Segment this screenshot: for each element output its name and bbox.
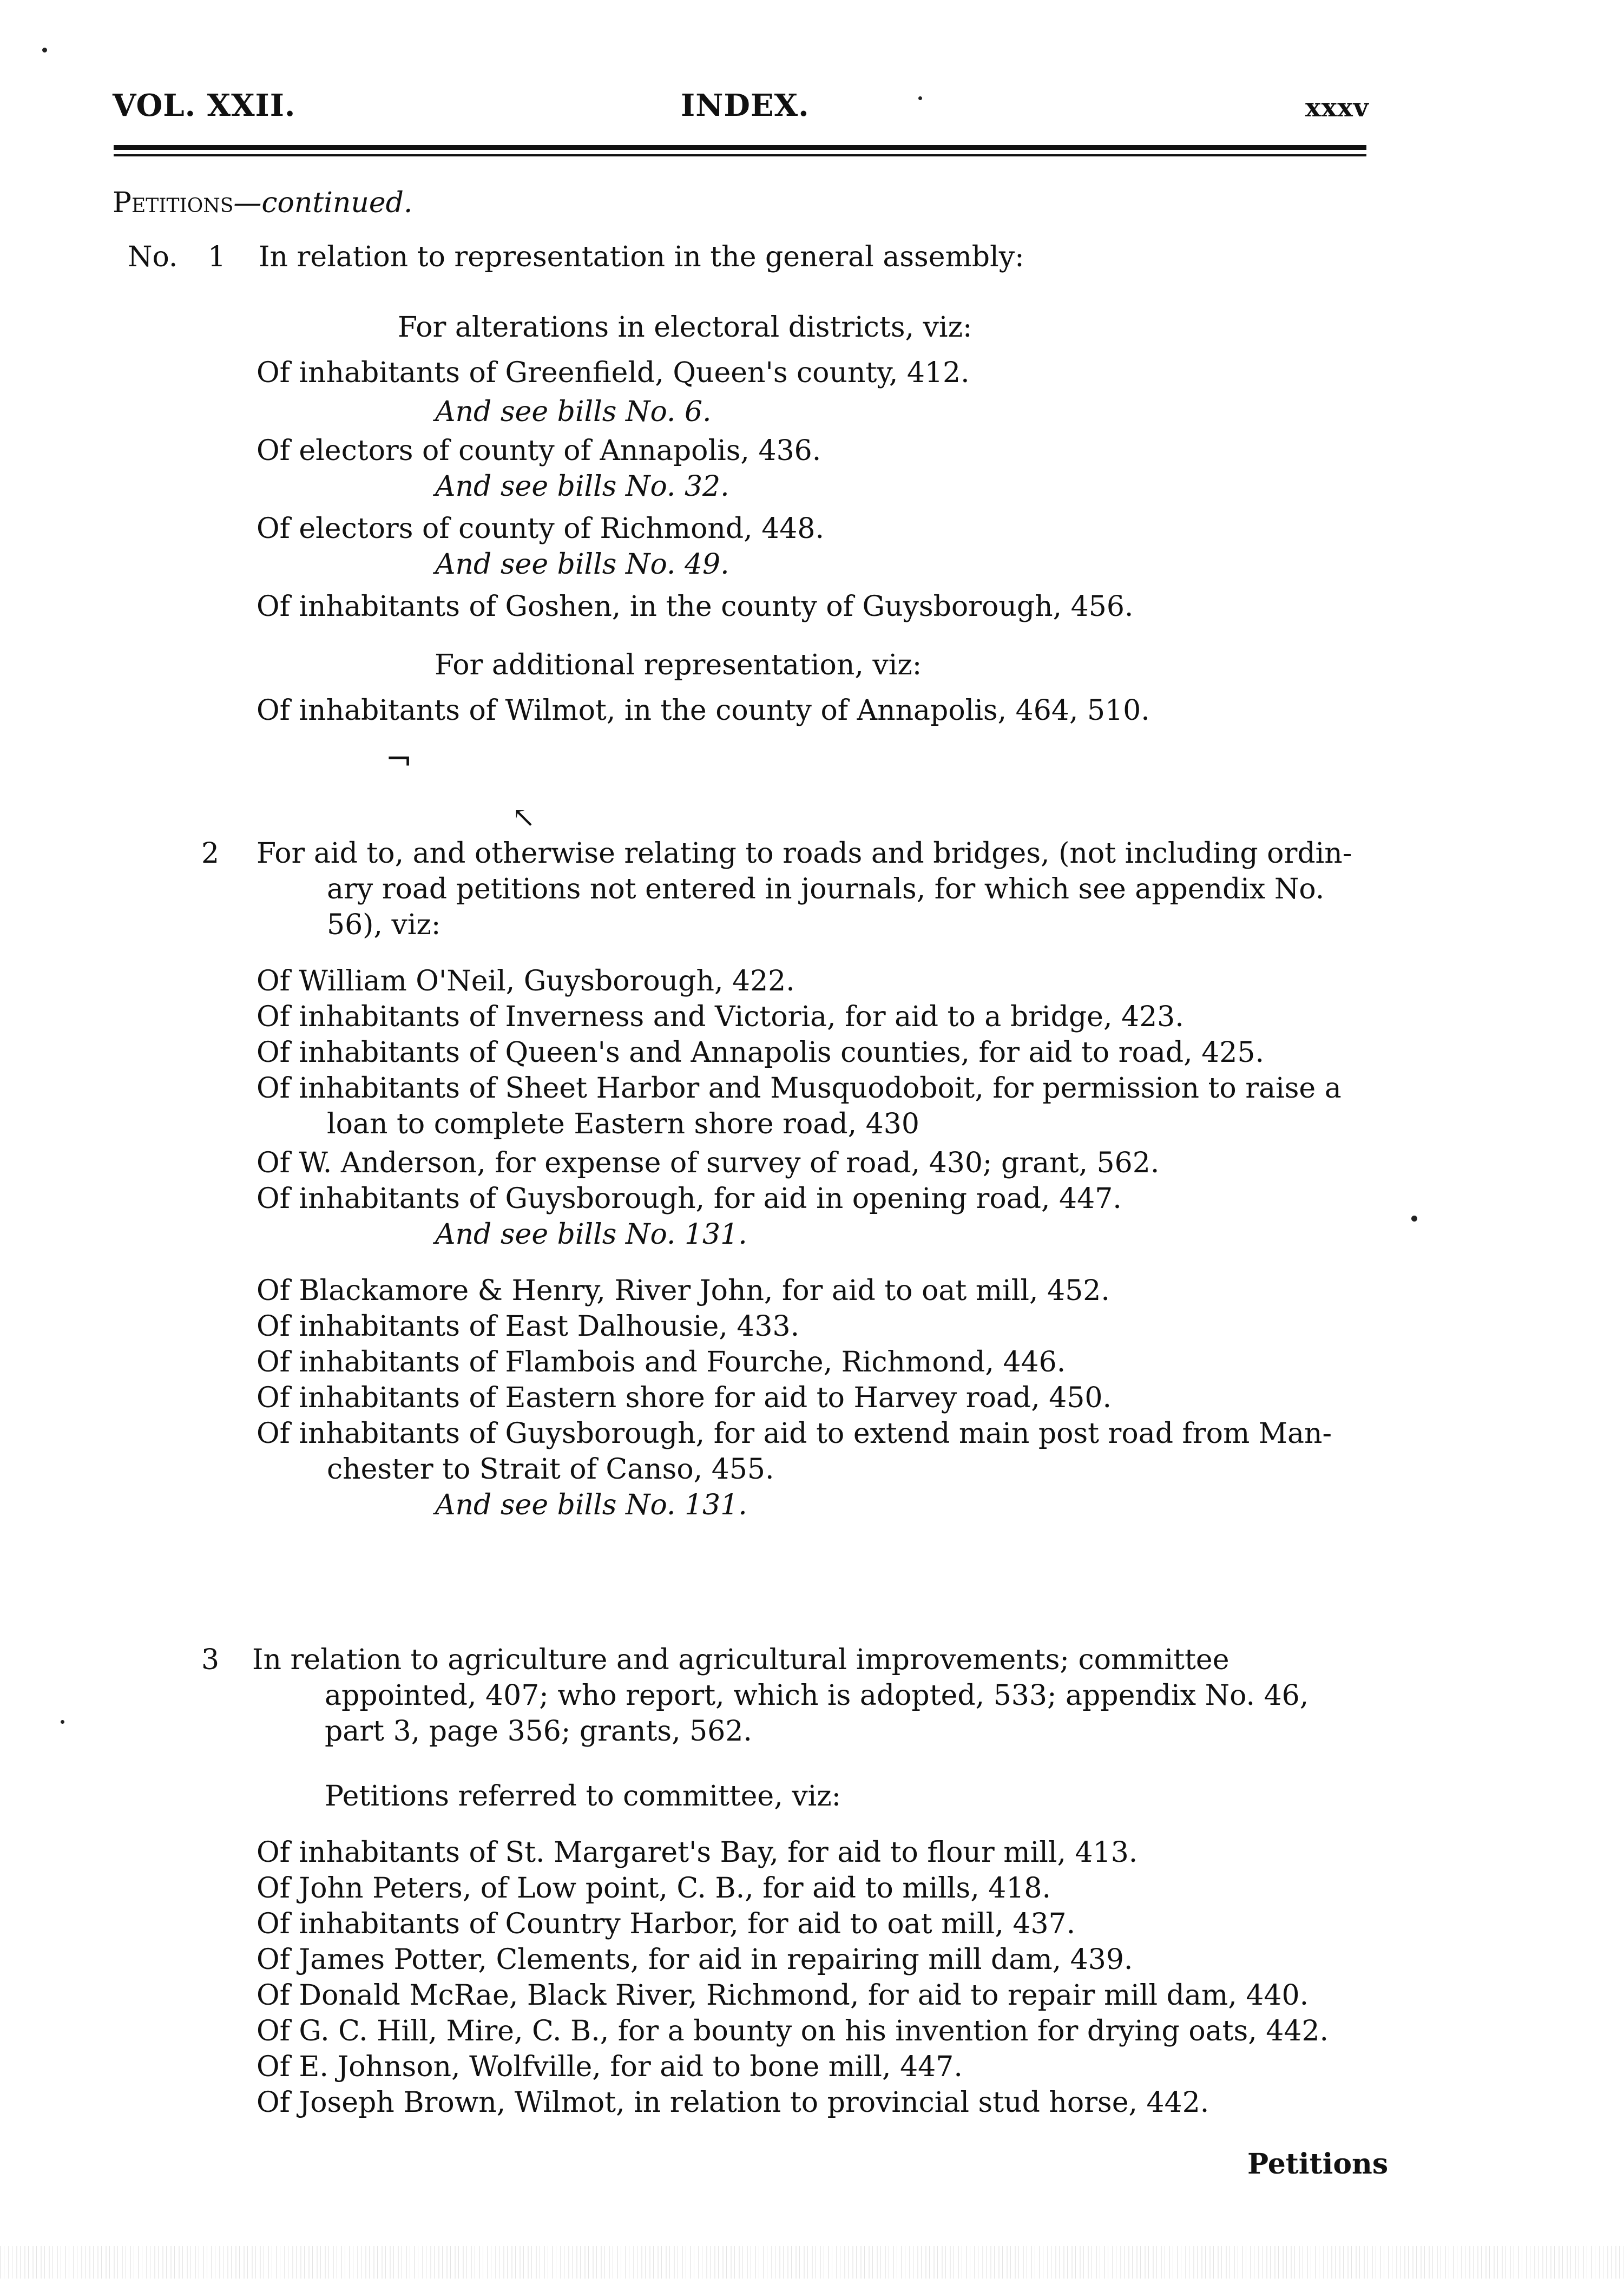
section-1-subheading-1: For alterations in electoral districts, viz:	[398, 311, 972, 344]
section-2-entry: Of inhabitants of Queen's and Annapolis counties, for aid to road, 425.	[257, 1036, 1264, 1069]
stray-mark: ¬	[385, 740, 413, 778]
section-3-number: 3	[201, 1644, 220, 1676]
section-2-title-line: 56), viz:	[327, 909, 441, 941]
section-2-entry-continuation: loan to complete Eastern shore road, 430	[327, 1108, 919, 1140]
section-1-number-prefix: No.	[128, 241, 178, 273]
section-2-entry: Of Blackamore & Henry, River John, for aid to oat mill, 452.	[257, 1275, 1110, 1307]
scan-noise-strip	[0, 2246, 1624, 2279]
section-3-entry: Of inhabitants of Country Harbor, for aid to oat mill, 437.	[257, 1908, 1076, 1940]
section-1-entry: Of inhabitants of Wilmot, in the county of Annapolis, 464, 510.	[257, 694, 1150, 727]
section-1-see-also: And see bills No. 6.	[435, 396, 712, 428]
section-3-entry: Of Joseph Brown, Wilmot, in relation to provincial stud horse, 442.	[257, 2086, 1209, 2119]
section-1-number: 1	[208, 241, 226, 273]
running-head-volume: VOL. XXII.	[113, 88, 296, 123]
section-3-entry: Of John Peters, of Low point, C. B., for aid to mills, 418.	[257, 1872, 1051, 1905]
section-3-entry: Of E. Johnson, Wolfville, for aid to bone mill, 447.	[257, 2051, 963, 2083]
scan-speck	[1411, 1216, 1417, 1222]
running-head-title: INDEX.	[681, 88, 810, 123]
section-2-entry: Of inhabitants of Inverness and Victoria, for aid to a bridge, 423.	[257, 1001, 1184, 1033]
section-2-entry-continuation: chester to Strait of Canso, 455.	[327, 1453, 774, 1486]
section-3-subheading: Petitions referred to committee, viz:	[325, 1780, 841, 1813]
section-3-entry: Of Donald McRae, Black River, Richmond, for aid to repair mill dam, 440.	[257, 1979, 1309, 2012]
section-1-entry: Of electors of county of Richmond, 448.	[257, 513, 824, 545]
catchword: Petitions	[1247, 2148, 1389, 2181]
section-2-entry: Of inhabitants of East Dalhousie, 433.	[257, 1310, 800, 1343]
section-1-entry: Of inhabitants of Goshen, in the county of Guysborough, 456.	[257, 590, 1134, 623]
header-rule-thin	[114, 154, 1366, 156]
section-heading	[113, 185, 412, 221]
section-2-entry: Of William O'Neil, Guysborough, 422.	[257, 965, 795, 997]
section-1-entry: Of electors of county of Annapolis, 436.	[257, 435, 821, 467]
section-2-entry: Of inhabitants of Eastern shore for aid to Harvey road, 450.	[257, 1382, 1112, 1414]
scan-speck	[61, 1720, 64, 1724]
section-3-entry: Of James Potter, Clements, for aid in repairing mill dam, 439.	[257, 1944, 1133, 1976]
section-2-see-also: And see bills No. 131.	[435, 1489, 747, 1521]
section-1-subheading-2: For additional representation, viz:	[435, 649, 922, 681]
scan-speck	[42, 48, 47, 52]
section-3-entry: Of G. C. Hill, Mire, C. B., for a bounty on his invention for drying oats, 442.	[257, 2015, 1329, 2047]
section-heading-suffix: —continued.	[233, 187, 413, 219]
scan-speck	[918, 96, 922, 100]
section-2-entry: Of inhabitants of Guysborough, for aid to extend main post road from Man-	[257, 1417, 1332, 1450]
section-heading-name: Petitions	[113, 187, 234, 219]
section-1-entry: Of inhabitants of Greenfield, Queen's county, 412.	[257, 357, 970, 389]
section-3-title-line: appointed, 407; who report, which is adopted, 533; appendix No. 46,	[325, 1679, 1309, 1712]
section-2-entry: Of W. Anderson, for expense of survey of road, 430; grant, 562.	[257, 1147, 1160, 1179]
section-2-see-also: And see bills No. 131.	[435, 1218, 747, 1251]
header-rule-thick	[114, 145, 1366, 150]
section-3-title-line: In relation to agriculture and agricultural improvements; committee	[252, 1644, 1229, 1676]
section-2-entry: Of inhabitants of Guysborough, for aid in opening road, 447.	[257, 1183, 1122, 1215]
section-2-number: 2	[201, 837, 220, 870]
stray-mark: ↖	[512, 802, 536, 834]
section-1-title: In relation to representation in the general assembly:	[259, 241, 1024, 273]
section-1-see-also: And see bills No. 32.	[435, 470, 729, 503]
section-2-title-line: For aid to, and otherwise relating to roads and bridges, (not including ordin-	[257, 837, 1352, 870]
section-3-entry: Of inhabitants of St. Margaret's Bay, for aid to flour mill, 413.	[257, 1836, 1138, 1869]
running-head-page-number: xxxv	[1305, 93, 1369, 123]
section-2-title-line: ary road petitions not entered in journals, for which see appendix No.	[327, 873, 1325, 905]
section-3-title-line: part 3, page 356; grants, 562.	[325, 1715, 752, 1748]
section-1-see-also: And see bills No. 49.	[435, 548, 729, 581]
section-2-entry: Of inhabitants of Flambois and Fourche, Richmond, 446.	[257, 1346, 1066, 1378]
section-2-entry: Of inhabitants of Sheet Harbor and Musquodoboit, for permission to raise a	[257, 1072, 1342, 1105]
